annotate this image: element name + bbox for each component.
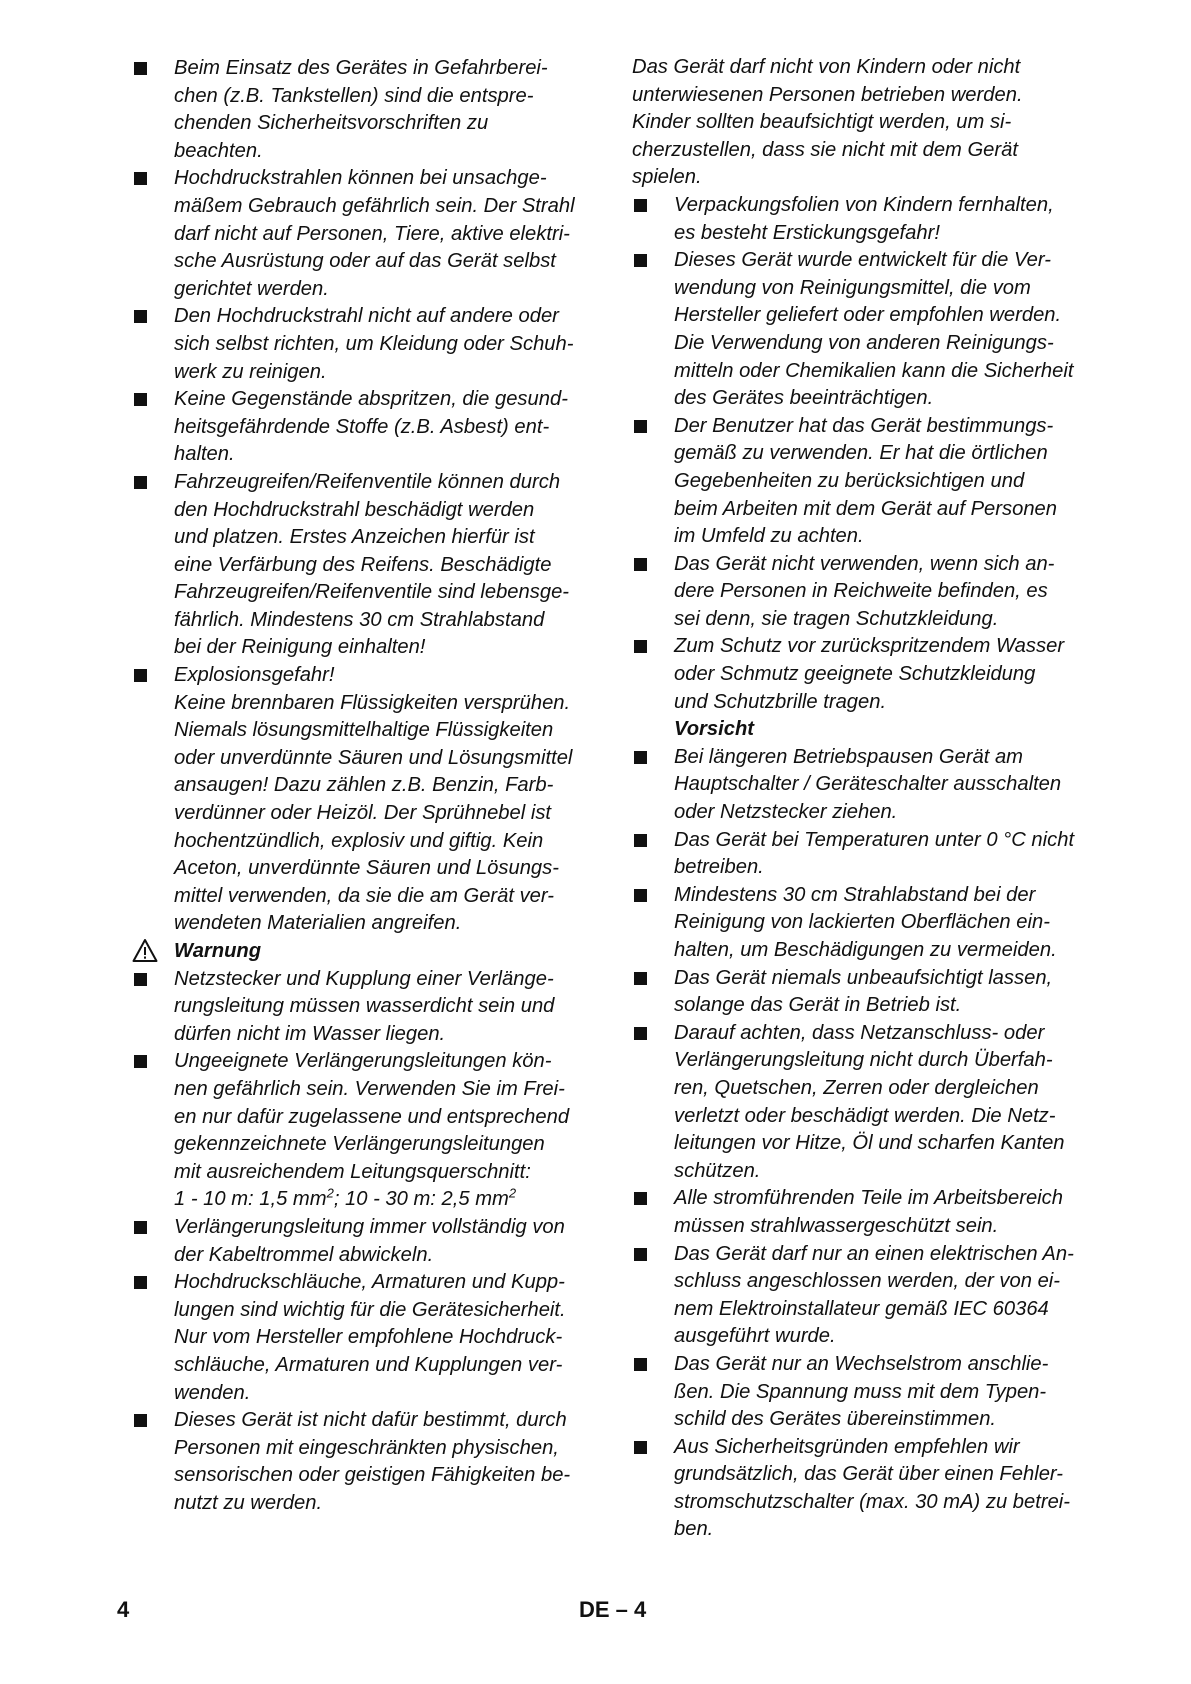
superscript: 2 bbox=[508, 1185, 517, 1201]
text-line: oder Netzstecker ziehen. bbox=[674, 801, 898, 824]
text-line: Niemals lösungsmittelhaltige Flüssigkeiten bbox=[174, 719, 554, 742]
bullet-item bbox=[132, 469, 602, 662]
text-line: fährlich. Mindestens 30 cm Strahlabstand bbox=[174, 608, 545, 631]
text-line: dürfen nicht im Wasser liegen. bbox=[174, 1022, 446, 1045]
text-line: ren, Quetschen, Zerren oder dergleichen bbox=[674, 1076, 1039, 1099]
text-line: Fahrzeugreifen/Reifenventile können durch bbox=[174, 470, 561, 493]
text-line: heitsgefährdende Stoffe (z.B. Asbest) ent- bbox=[174, 415, 550, 438]
text-line: Das Gerät niemals unbeaufsichtigt lassen, bbox=[674, 966, 1053, 989]
text-line: und platzen. Erstes Anzeichen hierfür ist bbox=[174, 526, 535, 549]
page-label: DE – 4 bbox=[579, 1597, 647, 1622]
square-bullet-icon bbox=[134, 393, 147, 406]
square-bullet-icon bbox=[634, 834, 647, 847]
text-line: betreiben. bbox=[674, 856, 764, 879]
text-line: wenden. bbox=[174, 1381, 251, 1404]
square-bullet-icon bbox=[134, 476, 147, 489]
text-line: müssen strahlwassergeschützt sein. bbox=[674, 1214, 999, 1237]
bullet-item bbox=[132, 303, 602, 386]
text-line: Aus Sicherheitsgründen empfehlen wir bbox=[674, 1435, 1020, 1458]
text-line: Verpackungsfolien von Kindern fernhalten, bbox=[674, 193, 1054, 216]
bullet-item bbox=[132, 966, 602, 1049]
bullet-item bbox=[132, 1214, 602, 1269]
text-line: sche Ausrüstung oder auf das Gerät selbst bbox=[174, 250, 556, 273]
square-bullet-icon bbox=[134, 310, 147, 323]
text-line: Das Gerät nicht verwenden, wenn sich an- bbox=[674, 552, 1055, 575]
text-line: wendeten Materialien angreifen. bbox=[174, 912, 462, 935]
warning-triangle-icon bbox=[132, 938, 174, 965]
bullet-item bbox=[632, 413, 1102, 551]
text-line: Hersteller geliefert oder empfohlen werden. bbox=[674, 304, 1062, 327]
text-line: Hochdruckstrahlen können bei unsachge- bbox=[174, 167, 547, 190]
text-line: Bei längeren Betriebspausen Gerät am bbox=[674, 745, 1024, 768]
bullet-item bbox=[132, 662, 602, 938]
text-line: Dieses Gerät wurde entwickelt für die Ver- bbox=[674, 249, 1051, 272]
text-line: Fahrzeugreifen/Reifenventile sind lebensge- bbox=[174, 581, 570, 604]
square-bullet-icon bbox=[634, 640, 647, 653]
bullet-item bbox=[632, 1351, 1102, 1434]
square-bullet-icon bbox=[134, 1414, 147, 1427]
text-line: Die Verwendung von anderen Reinigungs- bbox=[674, 331, 1054, 354]
square-bullet-icon bbox=[634, 420, 647, 433]
text-line: schützen. bbox=[674, 1159, 761, 1182]
superscript: 2 bbox=[326, 1185, 334, 1201]
text-line: und Schutzbrille tragen. bbox=[674, 690, 887, 713]
text-line: gerichtet werden. bbox=[174, 277, 329, 300]
text-line: der Kabeltrommel abwickeln. bbox=[174, 1243, 434, 1266]
text-line: Darauf achten, dass Netzanschluss- oder bbox=[674, 1021, 1045, 1044]
bullet-item bbox=[132, 1407, 602, 1517]
square-bullet-icon bbox=[634, 889, 647, 902]
bullet-item bbox=[632, 192, 1102, 247]
bullet-item bbox=[632, 633, 1102, 716]
square-bullet-icon bbox=[134, 973, 147, 986]
heading-text: Warnung bbox=[174, 940, 262, 962]
text-line: werk zu reinigen. bbox=[174, 360, 327, 383]
bullet-item bbox=[632, 744, 1102, 827]
text-line: mittel verwenden, da sie die am Gerät ver- bbox=[174, 884, 554, 907]
square-bullet-icon bbox=[634, 972, 647, 985]
square-bullet-icon bbox=[634, 199, 647, 212]
page-number: 4 bbox=[117, 1597, 130, 1622]
text-line: sich selbst richten, um Kleidung oder Schuh- bbox=[174, 332, 574, 355]
square-bullet-icon bbox=[634, 254, 647, 267]
text-line: mitteln oder Chemikalien kann die Sicherheit bbox=[674, 359, 1074, 382]
text-line: Verlängerungsleitung immer vollständig von bbox=[174, 1215, 565, 1238]
bullet-item bbox=[132, 386, 602, 469]
text-line: Dieses Gerät ist nicht dafür bestimmt, durch bbox=[174, 1409, 567, 1432]
text-line: Verlängerungsleitung nicht durch Überfah- bbox=[674, 1049, 1053, 1072]
text-line: im Umfeld zu achten. bbox=[674, 525, 864, 548]
text-line: Netzstecker und Kupplung einer Verlänge- bbox=[174, 967, 554, 990]
left-column bbox=[132, 55, 602, 1517]
bullet-item bbox=[632, 827, 1102, 882]
text-line: Explosionsgefahr! bbox=[174, 664, 335, 687]
text-line: Keine Gegenstände abspritzen, die gesund- bbox=[174, 388, 568, 411]
text-line: grundsätzlich, das Gerät über einen Fehler- bbox=[674, 1463, 1064, 1486]
text-line: solange das Gerät in Betrieb ist. bbox=[674, 994, 962, 1017]
text-line: Das Gerät bei Temperaturen unter 0 °C nicht bbox=[674, 828, 1075, 851]
text-line: bei der Reinigung einhalten! bbox=[174, 636, 426, 659]
bullet-item bbox=[132, 1048, 602, 1214]
bullet-item bbox=[632, 1185, 1102, 1240]
text-line: hochentzündlich, explosiv und giftig. Kein bbox=[174, 829, 544, 852]
text-line: ausgeführt wurde. bbox=[674, 1325, 836, 1348]
text-line: Alle stromführenden Teile im Arbeitsbereich bbox=[674, 1187, 1063, 1210]
square-bullet-icon bbox=[634, 558, 647, 571]
section-heading bbox=[632, 716, 1102, 744]
text-line: darf nicht auf Personen, Tiere, aktive elektri- bbox=[174, 222, 570, 245]
text-line: es besteht Erstickungsgefahr! bbox=[674, 221, 940, 244]
text-line: verdünner oder Heizöl. Der Sprühnebel ist bbox=[174, 802, 552, 825]
formula-part: ; 10 - 30 m: 2,5 mm bbox=[333, 1188, 509, 1211]
section-heading bbox=[132, 938, 602, 966]
square-bullet-icon bbox=[634, 1027, 647, 1040]
text-line: gekennzeichnete Verlängerungsleitungen bbox=[174, 1133, 545, 1156]
square-bullet-icon bbox=[634, 1358, 647, 1371]
text-line: Mindestens 30 cm Strahlabstand bei der bbox=[674, 883, 1036, 906]
bullet-item bbox=[132, 55, 602, 165]
bullet-item bbox=[632, 1241, 1102, 1351]
text-line: beachten. bbox=[174, 139, 263, 162]
bullet-item bbox=[632, 247, 1102, 413]
text-line: lungen sind wichtig für die Gerätesicherheit. bbox=[174, 1298, 566, 1321]
text-line: verletzt oder beschädigt werden. Die Netz- bbox=[674, 1104, 1056, 1127]
text-line: nem Elektroinstallateur gemäß IEC 60364 bbox=[674, 1297, 1049, 1320]
text-line: unterwiesenen Personen betrieben werden. bbox=[632, 83, 1023, 106]
text-line: schluss angeschlossen werden, der von ei- bbox=[674, 1270, 1061, 1293]
text-line: schläuche, Armaturen und Kupplungen ver- bbox=[174, 1353, 563, 1376]
text-line: schild des Gerätes übereinstimmen. bbox=[674, 1408, 997, 1431]
text-line: dere Personen in Reichweite befinden, es bbox=[674, 580, 1048, 603]
text-line: Der Benutzer hat das Gerät bestimmungs- bbox=[674, 414, 1054, 437]
text-line: gemäß zu verwenden. Er hat die örtlichen bbox=[674, 442, 1048, 465]
text-line: Zum Schutz vor zurückspritzendem Wasser bbox=[674, 635, 1065, 658]
square-bullet-icon bbox=[134, 669, 147, 682]
text-line: ben. bbox=[674, 1518, 714, 1541]
bullet-item bbox=[632, 882, 1102, 965]
text-line: Nur vom Hersteller empfohlene Hochdruck- bbox=[174, 1326, 563, 1349]
text-line: ansaugen! Dazu zählen z.B. Benzin, Farb- bbox=[174, 774, 554, 797]
text-line: Keine brennbaren Flüssigkeiten versprühen. bbox=[174, 691, 571, 714]
text-line: den Hochdruckstrahl beschädigt werden bbox=[174, 498, 535, 521]
text-line: Personen mit eingeschränkten physischen, bbox=[174, 1436, 559, 1459]
text-line: wendung von Reinigungsmittel, die vom bbox=[674, 276, 1031, 299]
text-line: Gegebenheiten zu berücksichtigen und bbox=[674, 469, 1025, 492]
square-bullet-icon bbox=[134, 1221, 147, 1234]
text-line: Hochdruckschläuche, Armaturen und Kupp- bbox=[174, 1271, 565, 1294]
text-line: Kinder sollten beaufsichtigt werden, um si- bbox=[632, 111, 1012, 134]
cable-cross-section-formula bbox=[174, 1186, 602, 1214]
text-line: sensorischen oder geistigen Fähigkeiten be- bbox=[174, 1464, 571, 1487]
paragraph bbox=[632, 54, 1102, 192]
square-bullet-icon bbox=[134, 62, 147, 75]
text-line: halten, um Beschädigungen zu vermeiden. bbox=[674, 939, 1057, 961]
formula-part: 1 - 10 m: 1,5 mm bbox=[174, 1188, 327, 1211]
square-bullet-icon bbox=[134, 1276, 147, 1289]
text-line: Das Gerät darf nur an einen elektrischen An- bbox=[674, 1242, 1074, 1265]
bullet-item bbox=[632, 1020, 1102, 1186]
text-line: nen gefährlich sein. Verwenden Sie im Frei- bbox=[174, 1077, 565, 1100]
text-line: stromschutzschalter (max. 30 mA) zu betrei- bbox=[674, 1490, 1071, 1513]
square-bullet-icon bbox=[634, 1441, 647, 1454]
bullet-item bbox=[632, 1434, 1102, 1544]
bullet-item bbox=[632, 965, 1102, 1020]
text-line: nutzt zu werden. bbox=[174, 1491, 323, 1514]
square-bullet-icon bbox=[634, 1248, 647, 1261]
text-line: Das Gerät darf nicht von Kindern oder nicht bbox=[632, 56, 1021, 78]
text-line: mit ausreichendem Leitungsquerschnitt: bbox=[174, 1160, 531, 1183]
square-bullet-icon bbox=[634, 751, 647, 764]
square-bullet-icon bbox=[134, 172, 147, 185]
bullet-item bbox=[132, 165, 602, 303]
text-line: Reinigung von lackierten Oberflächen ein- bbox=[674, 911, 1050, 934]
text-line: Den Hochdruckstrahl nicht auf andere oder bbox=[174, 305, 559, 328]
text-line: ßen. Die Spannung muss mit dem Typen- bbox=[674, 1380, 1047, 1403]
bullet-item bbox=[632, 551, 1102, 634]
bullet-item bbox=[132, 1269, 602, 1407]
right-column bbox=[632, 55, 1102, 1544]
text-line: Beim Einsatz des Gerätes in Gefahrberei- bbox=[174, 57, 548, 79]
square-bullet-icon bbox=[634, 1192, 647, 1205]
text-line: chen (z.B. Tankstellen) sind die entspre- bbox=[174, 84, 534, 107]
text-line: oder unverdünnte Säuren und Lösungsmittel bbox=[174, 746, 573, 769]
text-line: eine Verfärbung des Reifens. Beschädigte bbox=[174, 553, 552, 576]
text-line: halten. bbox=[174, 443, 235, 466]
text-line: leitungen vor Hitze, Öl und scharfen Kanten bbox=[674, 1132, 1065, 1155]
text-line: des Gerätes beeinträchtigen. bbox=[674, 387, 934, 410]
text-line: Ungeeignete Verlängerungsleitungen kön- bbox=[174, 1050, 552, 1073]
heading-text: Vorsicht bbox=[674, 718, 755, 741]
text-line: cherzustellen, dass sie nicht mit dem Gerät bbox=[632, 138, 1018, 161]
text-line: mäßem Gebrauch gefährlich sein. Der Strahl bbox=[174, 194, 575, 217]
square-bullet-icon bbox=[134, 1055, 147, 1068]
text-line: chenden Sicherheitsvorschriften zu bbox=[174, 112, 489, 135]
text-line: beim Arbeiten mit dem Gerät auf Personen bbox=[674, 497, 1058, 520]
text-line: Hauptschalter / Geräteschalter ausschalten bbox=[674, 773, 1062, 796]
text-line: en nur dafür zugelassene und entsprechend bbox=[174, 1105, 570, 1128]
text-line: oder Schmutz geeignete Schutzkleidung bbox=[674, 663, 1036, 686]
text-line: Das Gerät nur an Wechselstrom anschlie- bbox=[674, 1352, 1049, 1375]
text-line: sei denn, sie tragen Schutzkleidung. bbox=[674, 607, 999, 630]
text-line: Aceton, unverdünnte Säuren und Lösungs- bbox=[174, 857, 559, 880]
text-line: spielen. bbox=[632, 166, 702, 189]
text-line: rungsleitung müssen wasserdicht sein und bbox=[174, 995, 555, 1018]
